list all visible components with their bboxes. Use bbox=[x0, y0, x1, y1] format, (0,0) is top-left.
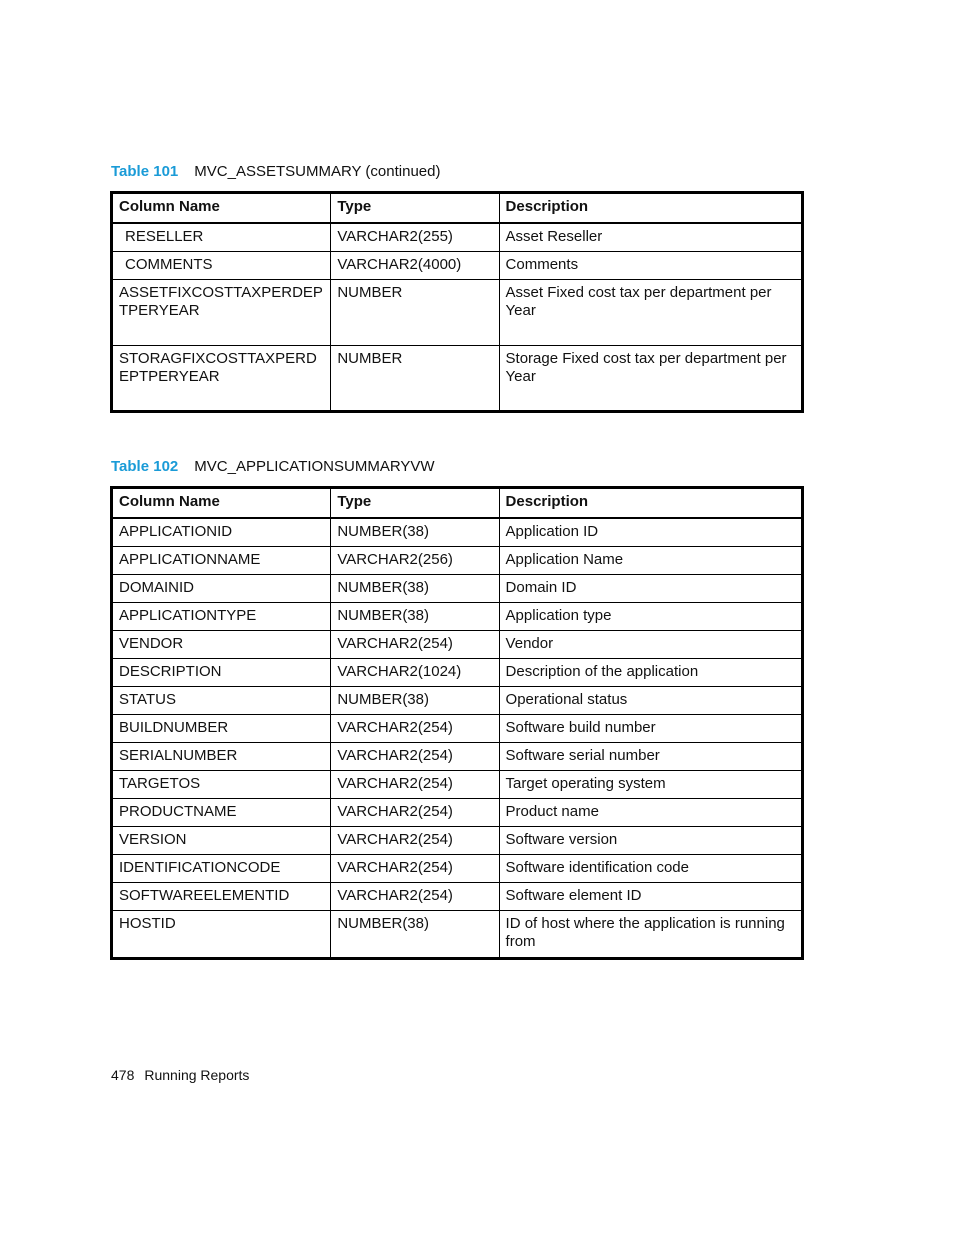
column-name-cell: VERSION bbox=[112, 827, 331, 855]
column-name-cell: DOMAINID bbox=[112, 575, 331, 603]
table-row bbox=[112, 715, 803, 743]
description-cell: Comments bbox=[499, 252, 802, 280]
column-name-cell: COMMENTS bbox=[112, 252, 331, 280]
table-row bbox=[112, 603, 803, 631]
table-row bbox=[112, 771, 803, 799]
description-cell: Vendor bbox=[499, 631, 802, 659]
description-cell: Software build number bbox=[499, 715, 802, 743]
header-description: Description bbox=[499, 193, 802, 224]
table-header-row bbox=[112, 488, 803, 519]
table-102-title: MVC_APPLICATIONSUMMARYVW bbox=[194, 458, 435, 475]
table-row bbox=[112, 911, 803, 959]
description-cell: Application Name bbox=[499, 547, 802, 575]
table-row bbox=[112, 518, 803, 547]
type-cell: VARCHAR2(254) bbox=[331, 883, 499, 911]
table-101-caption bbox=[111, 163, 440, 180]
table-row bbox=[112, 346, 803, 412]
table-row bbox=[112, 547, 803, 575]
table-row bbox=[112, 659, 803, 687]
column-name-cell: ASSETFIXCOSTTAXPERDEPTPERYEAR bbox=[112, 280, 331, 346]
section-title: Running Reports bbox=[144, 1067, 250, 1083]
column-name-cell: DESCRIPTION bbox=[112, 659, 331, 687]
type-cell: NUMBER(38) bbox=[331, 575, 499, 603]
table-102 bbox=[110, 486, 804, 960]
type-cell: NUMBER(38) bbox=[331, 687, 499, 715]
column-name-cell: TARGETOS bbox=[112, 771, 331, 799]
description-cell: Software serial number bbox=[499, 743, 802, 771]
table-102-number: Table 102 bbox=[111, 458, 179, 475]
description-cell: Domain ID bbox=[499, 575, 802, 603]
page-number: 478 bbox=[111, 1067, 135, 1083]
description-cell: Software identification code bbox=[499, 855, 802, 883]
table-row bbox=[112, 252, 803, 280]
description-cell: Storage Fixed cost tax per department per Year bbox=[499, 346, 802, 412]
type-cell: VARCHAR2(1024) bbox=[331, 659, 499, 687]
type-cell: VARCHAR2(254) bbox=[331, 799, 499, 827]
type-cell: NUMBER(38) bbox=[331, 603, 499, 631]
table-row bbox=[112, 743, 803, 771]
table-101-number: Table 101 bbox=[111, 163, 179, 180]
table-row bbox=[112, 575, 803, 603]
type-cell: VARCHAR2(254) bbox=[331, 855, 499, 883]
column-name-cell: IDENTIFICATIONCODE bbox=[112, 855, 331, 883]
type-cell: VARCHAR2(254) bbox=[331, 715, 499, 743]
description-cell: Description of the application bbox=[499, 659, 802, 687]
table-row bbox=[112, 280, 803, 346]
description-cell: Operational status bbox=[499, 687, 802, 715]
header-column-name: Column Name bbox=[112, 193, 331, 224]
table-row bbox=[112, 631, 803, 659]
table-row bbox=[112, 799, 803, 827]
table-row bbox=[112, 223, 803, 252]
type-cell: VARCHAR2(254) bbox=[331, 827, 499, 855]
table-row bbox=[112, 855, 803, 883]
type-cell: NUMBER(38) bbox=[331, 911, 499, 959]
table-row bbox=[112, 883, 803, 911]
type-cell: VARCHAR2(255) bbox=[331, 223, 499, 252]
header-type: Type bbox=[331, 193, 499, 224]
description-cell: Asset Fixed cost tax per department per Year bbox=[499, 280, 802, 346]
column-name-cell: HOSTID bbox=[112, 911, 331, 959]
description-cell: Product name bbox=[499, 799, 802, 827]
type-cell: NUMBER bbox=[331, 346, 499, 412]
description-cell: Asset Reseller bbox=[499, 223, 802, 252]
type-cell: NUMBER bbox=[331, 280, 499, 346]
type-cell: VARCHAR2(254) bbox=[331, 743, 499, 771]
description-cell: Target operating system bbox=[499, 771, 802, 799]
type-cell: VARCHAR2(4000) bbox=[331, 252, 499, 280]
table-row bbox=[112, 827, 803, 855]
description-cell: Application type bbox=[499, 603, 802, 631]
description-cell: Application ID bbox=[499, 518, 802, 547]
column-name-cell: APPLICATIONNAME bbox=[112, 547, 331, 575]
column-name-cell: PRODUCTNAME bbox=[112, 799, 331, 827]
column-name-cell: STATUS bbox=[112, 687, 331, 715]
type-cell: VARCHAR2(254) bbox=[331, 631, 499, 659]
type-cell: NUMBER(38) bbox=[331, 518, 499, 547]
column-name-cell: RESELLER bbox=[112, 223, 331, 252]
column-name-cell: BUILDNUMBER bbox=[112, 715, 331, 743]
type-cell: VARCHAR2(254) bbox=[331, 771, 499, 799]
table-row bbox=[112, 687, 803, 715]
table-101-title: MVC_ASSETSUMMARY (continued) bbox=[194, 163, 441, 180]
column-name-cell: SOFTWAREELEMENTID bbox=[112, 883, 331, 911]
column-name-cell: SERIALNUMBER bbox=[112, 743, 331, 771]
column-name-cell: APPLICATIONID bbox=[112, 518, 331, 547]
description-cell: ID of host where the application is running from bbox=[499, 911, 802, 959]
header-type: Type bbox=[331, 488, 499, 519]
page-footer bbox=[111, 1067, 249, 1083]
description-cell: Software version bbox=[499, 827, 802, 855]
type-cell: VARCHAR2(256) bbox=[331, 547, 499, 575]
header-column-name: Column Name bbox=[112, 488, 331, 519]
description-cell: Software element ID bbox=[499, 883, 802, 911]
column-name-cell: VENDOR bbox=[112, 631, 331, 659]
column-name-cell: APPLICATIONTYPE bbox=[112, 603, 331, 631]
table-102-caption bbox=[111, 458, 435, 475]
header-description: Description bbox=[499, 488, 802, 519]
table-header-row bbox=[112, 193, 803, 224]
table-101 bbox=[110, 191, 804, 413]
column-name-cell: STORAGFIXCOSTTAXPERDEPTPERYEAR bbox=[112, 346, 331, 412]
